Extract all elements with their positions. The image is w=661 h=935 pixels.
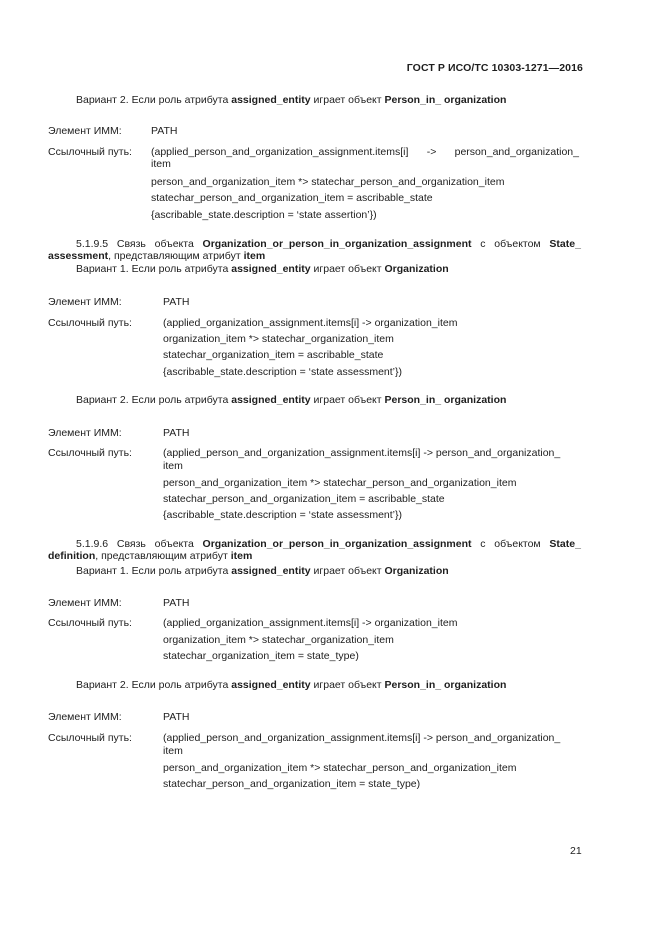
- element-value: PATH: [163, 597, 190, 609]
- element-value: PATH: [151, 125, 178, 137]
- element-label: Элемент ИММ:: [48, 427, 122, 439]
- element-label: Элемент ИММ:: [48, 296, 122, 308]
- element-label: Элемент ИММ:: [48, 597, 122, 609]
- ref-path-line: {ascribable_state.description = ‘state assessment’}): [163, 366, 403, 378]
- section-heading: 5.1.9.5 Связь объекта Organization_or_person_in_organization_assignment с объектом State_: [76, 238, 581, 250]
- section-heading-cont: assessment, представляющим атрибут item: [48, 250, 266, 262]
- ref-path-line: (applied_person_and_organization_assignment.items[i] -> person_and_organization_: [151, 146, 579, 158]
- ref-path-line: (applied_person_and_organization_assignment.items[i] -> person_and_organization_: [163, 447, 561, 459]
- ref-path-line: (applied_organization_assignment.items[i] -> organization_item: [163, 317, 458, 329]
- element-value: PATH: [163, 711, 190, 723]
- page-number: 21: [570, 845, 582, 857]
- ref-path-line: organization_item *> statechar_organization_item: [163, 634, 394, 646]
- ref-path-line: {ascribable_state.description = ‘state assessment’}): [163, 509, 403, 521]
- ref-path-line: statechar_person_and_organization_item = state_type): [163, 778, 421, 790]
- ref-path-line: organization_item *> statechar_organization_item: [163, 333, 394, 345]
- variant-heading: Вариант 2. Если роль атрибута assigned_entity играет объект Person_in_ organization: [76, 94, 507, 106]
- ref-path-label: Ссылочный путь:: [48, 317, 132, 329]
- ref-path-line: item: [163, 460, 183, 472]
- ref-path-line: statechar_organization_item = state_type): [163, 650, 359, 662]
- ref-path-line: (applied_person_and_organization_assignment.items[i] -> person_and_organization_: [163, 732, 561, 744]
- section-heading: 5.1.9.6 Связь объекта Organization_or_person_in_organization_assignment с объектом State_: [76, 538, 581, 550]
- variant-heading: Вариант 1. Если роль атрибута assigned_entity играет объект Organization: [76, 263, 449, 275]
- ref-path-line: person_and_organization_item *> statechar_person_and_organization_item: [163, 477, 517, 489]
- ref-path-label: Ссылочный путь:: [48, 732, 132, 744]
- ref-path-label: Ссылочный путь:: [48, 146, 132, 158]
- ref-path-line: person_and_organization_item *> statechar_person_and_organization_item: [151, 176, 505, 188]
- variant-heading: Вариант 2. Если роль атрибута assigned_entity играет объект Person_in_ organization: [76, 394, 507, 406]
- variant-heading: Вариант 1. Если роль атрибута assigned_entity играет объект Organization: [76, 565, 449, 577]
- element-label: Элемент ИММ:: [48, 125, 122, 137]
- variant-heading: Вариант 2. Если роль атрибута assigned_entity играет объект Person_in_ organization: [76, 679, 507, 691]
- ref-path-line: (applied_organization_assignment.items[i] -> organization_item: [163, 617, 458, 629]
- section-heading-cont: definition, представляющим атрибут item: [48, 550, 253, 562]
- ref-path-line: statechar_organization_item = ascribable_state: [163, 349, 384, 361]
- ref-path-line: statechar_person_and_organization_item = ascribable_state: [151, 192, 433, 204]
- ref-path-label: Ссылочный путь:: [48, 447, 132, 459]
- ref-path-label: Ссылочный путь:: [48, 617, 132, 629]
- element-label: Элемент ИММ:: [48, 711, 122, 723]
- ref-path-line: person_and_organization_item *> statechar_person_and_organization_item: [163, 762, 517, 774]
- ref-path-line: {ascribable_state.description = ‘state assertion’}): [151, 209, 377, 221]
- element-value: PATH: [163, 427, 190, 439]
- document-header: ГОСТ Р ИСО/ТС 10303-1271—2016: [406, 62, 583, 74]
- ref-path-line: item: [151, 158, 171, 170]
- ref-path-line: statechar_person_and_organization_item = ascribable_state: [163, 493, 445, 505]
- element-value: PATH: [163, 296, 190, 308]
- ref-path-line: item: [163, 745, 183, 757]
